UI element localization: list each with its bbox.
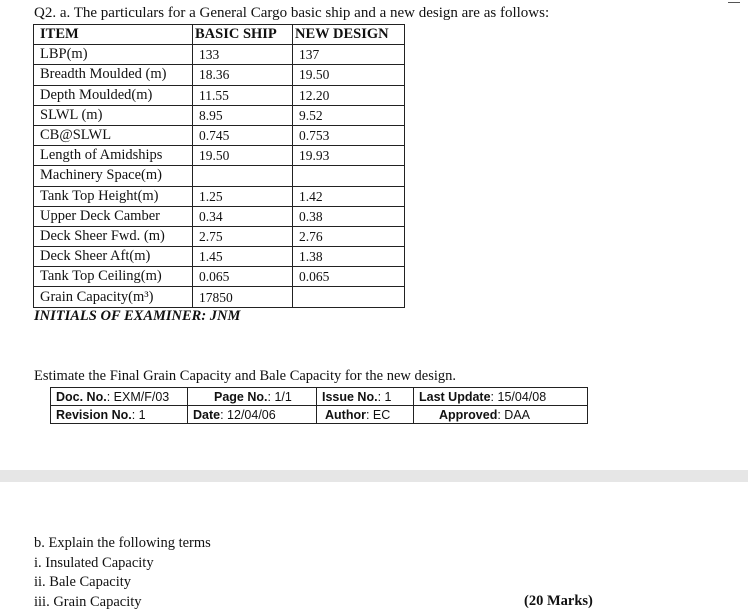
row-new-value: 2.76	[293, 226, 405, 246]
issue-no-value: : 1	[377, 389, 392, 404]
table-row	[34, 247, 405, 267]
marks-label: (20 Marks)	[524, 593, 593, 609]
row-new-value: 0.065	[293, 267, 405, 287]
table-row	[34, 206, 405, 226]
row-basic-value: 0.065	[193, 267, 293, 287]
last-update-value: : 15/04/08	[490, 389, 547, 404]
row-new-value: 19.93	[293, 146, 405, 166]
date-value: : 12/04/06	[220, 407, 276, 422]
row-new-value	[293, 287, 405, 307]
part-b-item: iii. Grain Capacity	[34, 594, 142, 611]
row-basic-value	[193, 166, 293, 186]
row-item: Tank Top Height(m)	[34, 186, 193, 206]
header-item: ITEM	[34, 25, 193, 45]
row-item: LBP(m)	[34, 45, 193, 65]
row-item: Breadth Moulded (m)	[34, 65, 193, 85]
table-row	[34, 45, 405, 65]
row-new-value: 0.38	[293, 206, 405, 226]
table-row	[34, 85, 405, 105]
row-basic-value: 0.34	[193, 206, 293, 226]
table-row	[34, 287, 405, 307]
table-row	[34, 186, 405, 206]
author-cell	[317, 406, 414, 424]
row-item: Depth Moulded(m)	[34, 85, 193, 105]
row-item: Length of Amidships	[34, 146, 193, 166]
row-basic-value: 2.75	[193, 226, 293, 246]
part-b-intro: b. Explain the following terms	[34, 535, 211, 551]
examiner-initials: INITIALS OF EXAMINER: JNM	[34, 308, 241, 324]
row-new-value: 19.50	[293, 65, 405, 85]
row-basic-value: 11.55	[193, 85, 293, 105]
issue-no-cell	[317, 388, 414, 406]
row-basic-value: 1.25	[193, 186, 293, 206]
page-no-label: Page No.	[214, 389, 268, 404]
table-row	[34, 267, 405, 287]
corner-mark	[728, 0, 740, 3]
row-basic-value: 19.50	[193, 146, 293, 166]
row-item: Deck Sheer Fwd. (m)	[34, 226, 193, 246]
row-basic-value: 133	[193, 45, 293, 65]
row-new-value: 9.52	[293, 105, 405, 125]
header-basic-ship: BASIC SHIP	[193, 25, 293, 45]
header-new-design: NEW DESIGN	[293, 25, 405, 45]
page-separator	[0, 470, 748, 482]
row-basic-value: 1.45	[193, 247, 293, 267]
row-basic-value: 17850	[193, 287, 293, 307]
document-info-table	[50, 387, 588, 424]
author-label: Author	[325, 407, 366, 422]
last-update-label: Last Update	[419, 389, 491, 404]
doc-no-value: : EXM/F/03	[106, 389, 170, 404]
particulars-table	[33, 24, 405, 308]
row-item: Deck Sheer Aft(m)	[34, 247, 193, 267]
row-item: Tank Top Ceiling(m)	[34, 267, 193, 287]
row-item: Grain Capacity(m³)	[34, 287, 193, 307]
table-row	[34, 105, 405, 125]
part-b-section	[34, 534, 211, 613]
row-new-value: 137	[293, 45, 405, 65]
doc-no-cell	[51, 388, 188, 406]
row-basic-value: 8.95	[193, 105, 293, 125]
page-no-cell	[188, 388, 317, 406]
table-row	[34, 65, 405, 85]
revision-no-value: : 1	[131, 407, 146, 422]
row-new-value: 1.38	[293, 247, 405, 267]
part-b-item: ii. Bale Capacity	[34, 574, 132, 591]
row-basic-value: 0.745	[193, 125, 293, 145]
doc-info-row	[51, 388, 588, 406]
row-new-value: 1.42	[293, 186, 405, 206]
row-item: Upper Deck Camber	[34, 206, 193, 226]
revision-no-cell	[51, 406, 188, 424]
author-value: : EC	[365, 407, 391, 422]
row-basic-value: 18.36	[193, 65, 293, 85]
issue-no-label: Issue No.	[322, 389, 378, 404]
approved-label: Approved	[439, 407, 498, 422]
row-new-value: 12.20	[293, 85, 405, 105]
part-b-item: i. Insulated Capacity	[34, 554, 154, 571]
row-item: Machinery Space(m)	[34, 166, 193, 186]
table-row	[34, 146, 405, 166]
row-new-value: 0.753	[293, 125, 405, 145]
doc-no-label: Doc. No.	[56, 389, 107, 404]
doc-info-row	[51, 406, 588, 424]
last-update-cell	[414, 388, 588, 406]
approved-value: : DAA	[497, 407, 530, 422]
table-header-row	[34, 25, 405, 45]
approved-cell	[414, 406, 588, 424]
row-item: CB@SLWL	[34, 125, 193, 145]
table-row	[34, 166, 405, 186]
table-row	[34, 125, 405, 145]
date-cell	[188, 406, 317, 424]
question-intro: Q2. a. The particulars for a General Cargo basic ship and a new design are as follows:	[34, 5, 550, 21]
revision-no-label: Revision No.	[56, 407, 132, 422]
date-label: Date	[193, 407, 221, 422]
page-no-value: : 1/1	[267, 389, 292, 404]
row-new-value	[293, 166, 405, 186]
row-item: SLWL (m)	[34, 105, 193, 125]
estimate-instruction: Estimate the Final Grain Capacity and Bale Capacity for the new design.	[34, 368, 456, 384]
table-row	[34, 226, 405, 246]
